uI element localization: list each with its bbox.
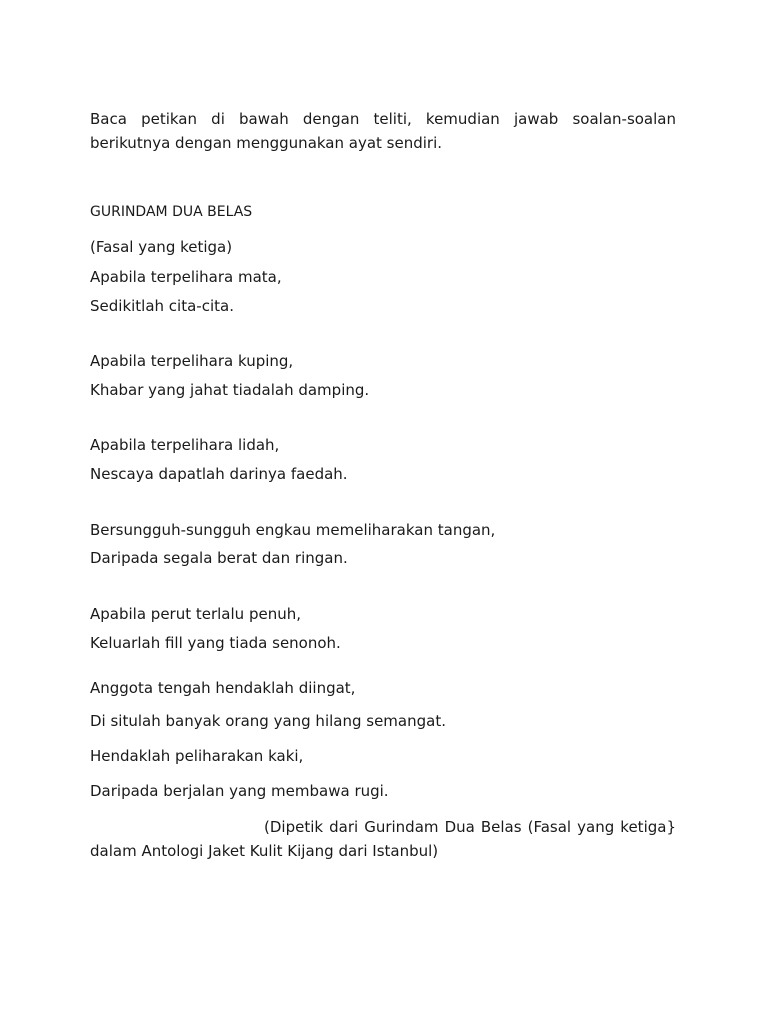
poem-line: Apabila terpelihara mata,: [90, 268, 282, 286]
poem-line: Sedikitlah cita-cita.: [90, 297, 234, 315]
poem-line: Hendaklah peliharakan kaki,: [90, 747, 304, 765]
poem-line: Apabila perut terlalu penuh,: [90, 605, 301, 623]
poem-line: Daripada segala berat dan ringan.: [90, 549, 348, 567]
document-page: [90, 0, 676, 1024]
poem-line: Anggota tengah hendaklah diingat,: [90, 679, 356, 697]
poem-line: Keluarlah fill yang tiada senonoh.: [90, 634, 341, 652]
source-citation-line-2: dalam Antologi Jaket Kulit Kijang dari Istanbul): [90, 842, 439, 860]
poem-title: GURINDAM DUA BELAS: [90, 204, 253, 220]
poem-line: Bersungguh-sungguh engkau memeliharakan tangan,: [90, 521, 496, 539]
source-citation-line-1: (Dipetik dari Gurindam Dua Belas (Fasal yang ketiga}: [264, 818, 676, 836]
poem-line: Khabar yang jahat tiadalah damping.: [90, 381, 370, 399]
poem-line: Apabila terpelihara kuping,: [90, 352, 294, 370]
poem-section: (Fasal yang ketiga): [90, 238, 233, 256]
instruction-line-2: berikutnya dengan menggunakan ayat sendiri.: [90, 134, 443, 152]
instruction-line-1: Baca petikan di bawah dengan teliti, kemudian jawab soalan-soalan: [90, 110, 676, 128]
poem-line: Apabila terpelihara lidah,: [90, 436, 280, 454]
poem-line: Daripada berjalan yang membawa rugi.: [90, 782, 389, 800]
poem-line: Di situlah banyak orang yang hilang semangat.: [90, 712, 446, 730]
poem-line: Nescaya dapatlah darinya faedah.: [90, 465, 348, 483]
